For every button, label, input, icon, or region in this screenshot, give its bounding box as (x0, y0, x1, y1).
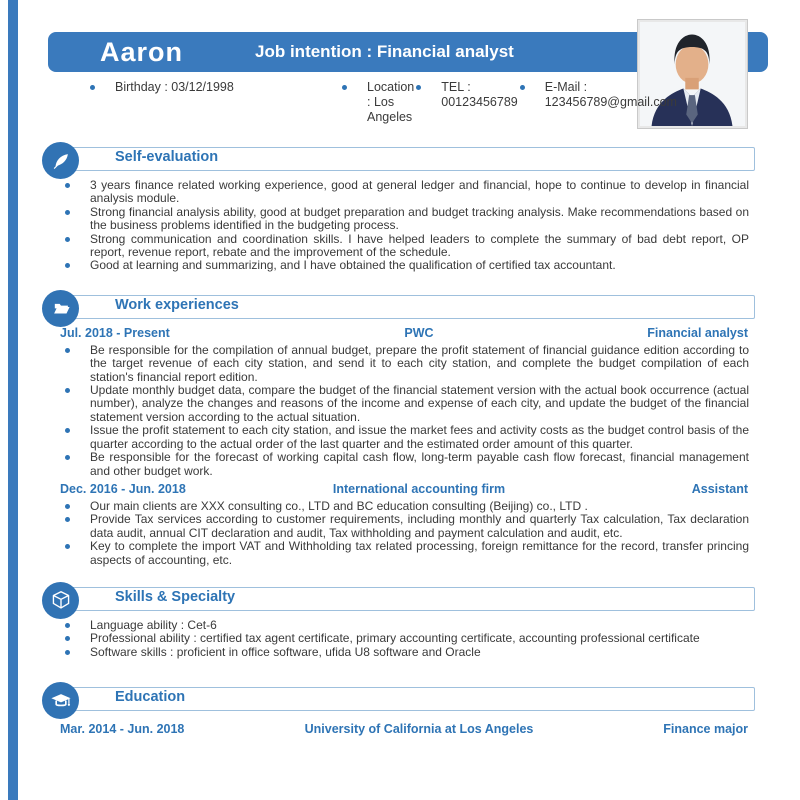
job-intention: Job intention : Financial analyst (255, 42, 514, 61)
contact-info (88, 80, 677, 124)
skills-list (42, 619, 755, 659)
list-item: Language ability : Cet-6 (90, 619, 749, 632)
left-accent-bar (8, 0, 18, 800)
section-title: Education (115, 689, 186, 706)
job-role: Assistant (691, 481, 748, 496)
job-period: Dec. 2016 - Jun. 2018 (60, 481, 186, 496)
list-item: Strong communication and coordination skills. I have helped leaders to complete the summary of bad debt report, OP report, revenue report, rebate and the improvement of the schedule. (90, 231, 749, 260)
list-item: Be responsible for the forecast of working capital cash flow, long-term payable cash flow forecast, financial management and other budget work. (90, 450, 749, 478)
list-item: Professional ability : certified tax agent certificate, primary accounting certificate, accounting professional certificate (90, 632, 749, 645)
list-item: Provide Tax services according to customer requirements, including monthly and quarterly Tax calculation, Tax declaration data audit, annual CIT declaration and audit, Tax withholding and payment calculation and audit, etc. (90, 512, 749, 540)
job-period: Jul. 2018 - Present (60, 325, 170, 340)
section-education (42, 685, 755, 736)
contact-location: Location : Los Angeles (340, 80, 414, 100)
section-header (42, 685, 755, 715)
job-header (60, 482, 755, 496)
section-self-evaluation (42, 145, 755, 273)
folder-icon (42, 290, 79, 327)
job-company: International accounting firm (332, 481, 506, 496)
section-title: Work experiences (115, 296, 239, 313)
education-major: Finance major (663, 722, 748, 737)
list-item: Our main clients are XXX consulting co., LTD and BC education consulting (Beijing) co., LTD . (90, 500, 749, 513)
id-photo (638, 20, 747, 128)
contact-tel: TEL : 00123456789 (414, 80, 517, 100)
leaf-icon (42, 142, 79, 179)
education-period: Mar. 2014 - Jun. 2018 (60, 722, 185, 737)
section-title: Skills & Specialty (115, 588, 236, 605)
job-duty-list (42, 500, 755, 567)
job-header (60, 326, 755, 340)
education-entry (60, 722, 755, 736)
list-item: Good at learning and summarizing, and I have obtained the qualification of certified tax accountant. (90, 259, 749, 272)
section-header (42, 585, 755, 615)
list-item: Issue the profit statement to each city station, and issue the market fees and activity costs as the budget control basis of the quarter according to the actual order of the last quarter and the estimated order amount of this quarter. (90, 423, 749, 451)
list-item: Key to complete the import VAT and Withholding tax related processing, foreign remittance for the record, transfer princing aspects of accounting, etc. (90, 539, 749, 567)
education-school: University of California at Los Angeles (304, 722, 534, 737)
section-header (42, 145, 755, 175)
job-role: Financial analyst (647, 325, 748, 340)
list-item: Software skills : proficient in office software, ufida U8 software and Oracle (90, 646, 749, 659)
cube-icon (42, 582, 79, 619)
candidate-name: Aaron (100, 36, 184, 67)
section-title: Self-evaluation (115, 149, 219, 165)
person-portrait-icon (640, 22, 745, 126)
section-header (42, 293, 755, 323)
section-work-experiences (42, 293, 755, 567)
list-item: Strong financial analysis ability, good at budget preparation and budget tracking analysis. Make recommendations based on the business problems identified in the budgeting process. (90, 204, 749, 233)
contact-birthday: Birthday : 03/12/1998 (88, 80, 340, 100)
self-evaluation-list (42, 179, 755, 273)
list-item: Be responsible for the compilation of annual budget, prepare the profit statement of financial guidance edition according to the target revenue of each city station, and send it to each city station, and complete the budget compilation of each station's financial report edition. (90, 342, 749, 384)
resume-body (42, 142, 755, 736)
list-item: 3 years finance related working experience, good at general ledger and financial, hope to continue to develop in financial analysis module. (90, 178, 749, 206)
graduation-cap-icon (42, 682, 79, 719)
job-duty-list (42, 344, 755, 478)
section-skills (42, 585, 755, 659)
list-item: Update monthly budget data, compare the budget of the financial statement version with the actual book occurrence (actual number), analyze the changes and reasons of the income and expense of each city, and update the budget of the financial statement version according to the actual situation. (90, 383, 749, 424)
contact-email: E-Mail : 123456789@gmail.com (518, 80, 677, 100)
job-company: PWC (404, 325, 434, 340)
